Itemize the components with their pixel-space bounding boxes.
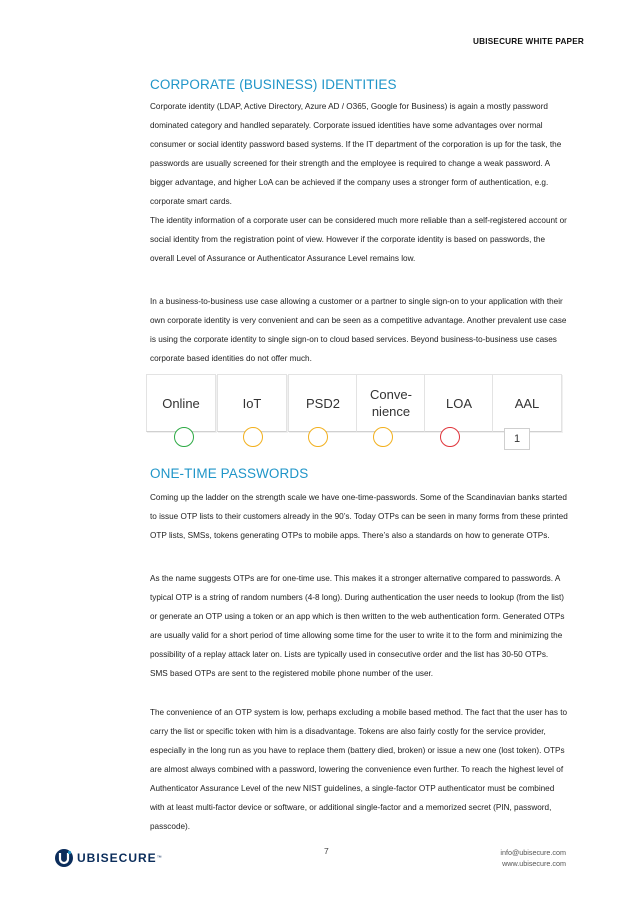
ubisecure-logo-icon: [54, 848, 74, 868]
rating-label: PSD2: [306, 395, 340, 411]
rating-label: Online: [162, 395, 200, 411]
rating-cell-online: [146, 374, 216, 432]
footer-contact: [500, 847, 566, 869]
rating-indicator-psd2: [308, 427, 328, 447]
rating-indicator-loa: [440, 427, 460, 447]
aal-value-badge: 1: [504, 428, 530, 450]
paragraph: The convenience of an OTP system is low, perhaps excluding a mobile based method. The fact that the user has to carry the list or specific token with him is a disadvantage. Tokens are also fairly costly for the service provider, especially in the long run as you have to replace them (battery died, broken) or issue a new one (lost token). OTPs are almost always combined with a password, lowering the convenience even further. To reach the highest level of Authenticator Assurance Level of the new NIST guidelines, a single-factor OTP authenticator must be combined with at least multi-factor device or software, or additional single-factor and a memorized secret (PIN, password, passcode).: [150, 708, 568, 831]
rating-cell-loa: [424, 374, 494, 432]
section-title-corporate: CORPORATE (BUSINESS) IDENTITIES: [150, 77, 397, 92]
rating-label: LOA: [445, 395, 472, 411]
rating-scale: [146, 374, 570, 464]
rating-label: Conve- nience: [370, 387, 412, 419]
paragraph: Corporate identity (LDAP, Active Directory, Azure AD / O365, Google for Business) is again a mostly password dominated category and handled separately. Corporate issued identities have some advantages over normal consumer or social identity password based systems. If the IT department of the corporation is up for the task, the passwords are usually screened for their strength and the employee is required to change a weak password. A bigger advantage, and higher LoA can be achieved if the company uses a stronger form of authentication, e.g. corporate smart cards.: [150, 102, 562, 206]
contact-email[interactable]: info@ubisecure.com: [500, 848, 566, 857]
ubisecure-logo: [54, 848, 162, 868]
document-header-label: UBISECURE WHITE PAPER: [473, 37, 584, 46]
rating-cell-iot: [217, 374, 287, 432]
section-title-otp: ONE-TIME PASSWORDS: [150, 466, 309, 481]
rating-indicator-convenience: [373, 427, 393, 447]
contact-website[interactable]: www.ubisecure.com: [502, 859, 566, 868]
rating-cell-aal: [492, 374, 562, 432]
paragraph: As the name suggests OTPs are for one-time use. This makes it a stronger alternative compared to passwords. A typical OTP is a string of random numbers (4-8 long). During authentication the user needs to lookup (from the list) or generate an OTP using a token or an app which is then written to the web authentication form. Generated OTPs are usually valid for a short period of time allowing some time for the user to write it to the form and minimizing the possibility of a replay attack later on. Lists are typically used in consecutive order and the list has 30-50 OTPs. SMS based OTPs are sent to the registered mobile phone number of the user.: [150, 574, 565, 678]
paragraph: Coming up the ladder on the strength scale we have one-time-passwords. Some of the Scandinavian banks started to issue OTP lists to their customers already in the 90’s. Today OTPs can be seen in many forms from these printed OTP lists, SMSs, tokens generating OTPs to mobile apps. There’s also a standards on how to generate OTPs.: [150, 493, 568, 540]
rating-indicator-online: [174, 427, 194, 447]
rating-indicator-iot: [243, 427, 263, 447]
trademark-symbol: ™: [156, 855, 162, 861]
paragraph: The identity information of a corporate user can be considered much more reliable than a self-registered account or social identity from the registration point of view. However if the corporate identity is based on passwords, the overall Level of Assurance or Authenticator Assurance Level remains low.: [150, 216, 567, 263]
logo-wordmark: UBISECURE: [77, 851, 157, 865]
rating-label: IoT: [242, 395, 262, 411]
rating-cell-psd2: [288, 374, 358, 432]
paragraph: In a business-to-business use case allowing a customer or a partner to single sign-on to your application with their own corporate identity is very convenient and can be seen as a competitive advantage. Another prevalent use case is using the corporate identity to single sign-on to cloud based services. Beyond business-to-business use cases corporate based identities do not offer much.: [150, 297, 567, 363]
rating-label: AAL: [514, 395, 540, 411]
page-number: 7: [324, 846, 329, 856]
rating-cell-convenience: [356, 374, 426, 432]
